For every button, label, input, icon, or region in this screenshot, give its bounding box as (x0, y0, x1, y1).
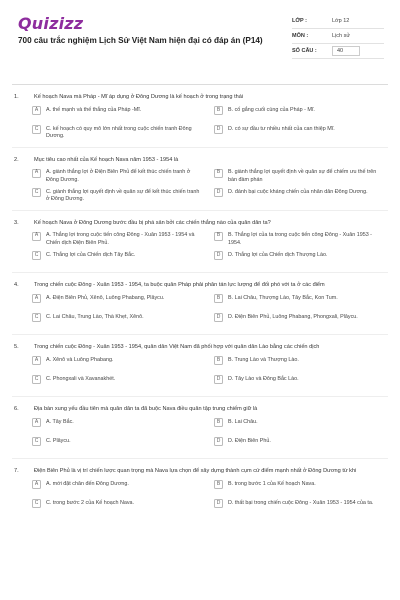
question-5 (12, 343, 388, 397)
subject-value: Lịch sử (332, 33, 351, 39)
answer-options (12, 106, 388, 141)
meta-panel (292, 14, 384, 59)
option-text: A. Xênô và Luông Phabang. (46, 356, 114, 363)
question-separator (12, 147, 388, 148)
question-separator (12, 210, 388, 211)
question-6 (12, 405, 388, 459)
answer-option-b[interactable] (214, 106, 382, 121)
question-number: 1. (14, 94, 19, 100)
header-divider (12, 84, 388, 85)
answer-option-a[interactable] (32, 480, 200, 495)
option-text: B. giành thắng lợi quyết định về quân sự để chiếm ưu thế trên bàn đàm phán (228, 169, 377, 183)
answer-option-d[interactable] (214, 499, 382, 514)
option-letter-box: C (32, 499, 41, 508)
answer-option-a[interactable] (32, 169, 200, 185)
answer-option-c[interactable] (32, 188, 200, 204)
option-letter-box: C (32, 375, 41, 384)
question-stem (12, 156, 388, 164)
option-letter-box: D (214, 499, 223, 508)
answer-option-d[interactable] (214, 251, 382, 266)
question-stem (12, 343, 388, 351)
quizizz-logo: Quizizz (18, 14, 84, 33)
option-letter-box: A (32, 480, 41, 489)
option-letter-box: D (214, 375, 223, 384)
answer-option-c[interactable] (32, 125, 200, 141)
answer-options (12, 232, 388, 267)
question-number: 3. (14, 219, 19, 226)
option-letter-box: A (32, 106, 41, 115)
option-text: B. Thắng lợi của ta trong cuộc tiến công Đông - Xuân 1953 - 1954. (228, 232, 372, 246)
option-text: D. đánh bại cuộc kháng chiến của nhân dân Đông Dương. (228, 188, 368, 195)
answer-option-a[interactable] (32, 418, 200, 433)
option-text: C. Lai Châu, Trung Lào, Thà Khẹt, Xênô. (46, 313, 144, 320)
option-letter-box: A (32, 356, 41, 365)
question-text: Mục tiêu cao nhất của Kế hoạch Nava năm 1953 - 1954 là (34, 156, 179, 163)
question-stem (12, 219, 388, 227)
option-letter-box: B (214, 169, 223, 178)
option-letter-box: C (32, 125, 41, 134)
option-letter-box: B (214, 106, 223, 115)
answer-option-b[interactable] (214, 169, 382, 185)
question-number: 2. (14, 156, 19, 163)
question-stem (12, 467, 388, 475)
option-text: B. Trung Lào và Thượng Lào. (228, 356, 299, 363)
option-text: C. Thắng lợi của Chiến dịch Tây Bắc. (46, 251, 136, 258)
option-text: B. cố gắng cuối cùng của Pháp - Mĩ. (228, 106, 315, 113)
option-letter-box: D (214, 313, 223, 322)
option-letter-box: B (214, 418, 223, 427)
option-text: A. thế mạnh và thế thắng của Pháp -Mĩ. (46, 106, 142, 113)
answer-option-c[interactable] (32, 251, 200, 266)
answer-option-c[interactable] (32, 499, 200, 514)
question-4 (12, 281, 388, 335)
option-letter-box: C (32, 437, 41, 446)
option-letter-box: A (32, 169, 41, 178)
option-text: C. kế hoạch có quy mô lớn nhất trong cuộc chiến tranh Đông Dương. (46, 125, 192, 139)
option-letter-box: D (214, 188, 223, 197)
answer-option-a[interactable] (32, 356, 200, 371)
question-number: 6. (14, 406, 19, 412)
question-stem (12, 281, 388, 289)
meta-row-class (292, 14, 384, 29)
answer-option-d[interactable] (214, 375, 382, 390)
option-letter-box: C (32, 188, 41, 197)
option-text: B. trong bước 1 của Kế hoạch Nava. (228, 480, 316, 487)
question-separator (12, 272, 388, 273)
option-text: D. Thắng lợi của Chiến dịch Thượng Lào. (228, 251, 328, 258)
option-text: D. có sự đầu tư nhiều nhất của can thiệp Mĩ. (228, 125, 335, 132)
option-text: A. Thắng lợi trong cuộc tiến công Đông - Xuân 1953 - 1954 và Chiến dịch Điện Biên Phủ. (46, 232, 195, 246)
question-stem (12, 93, 388, 101)
option-text: A. giành thắng lợi ở Điện Biên Phủ để kết thúc chiến tranh ở Đông Dương. (46, 169, 191, 183)
answer-options (12, 356, 388, 390)
answer-option-b[interactable] (214, 480, 382, 495)
option-text: A. mới đặt chân đến Đông Dương. (46, 480, 129, 487)
option-text: C. trong bước 2 của Kế hoạch Nava. (46, 499, 135, 506)
option-letter-box: D (214, 251, 223, 260)
answer-option-d[interactable] (214, 437, 382, 452)
question-separator (12, 334, 388, 335)
option-text: D. thất bại trong chiến cuộc Đông - Xuân 1953 - 1954 của ta. (228, 499, 374, 506)
option-text: C. Plâycu. (46, 437, 71, 444)
question-3 (12, 219, 388, 274)
question-text: Kế hoạch Nava ở Đông Dương bước đầu bị phá sản bởi các chiến thắng nào của quân dân ta? (34, 219, 271, 226)
question-stem (12, 405, 388, 413)
answer-option-b[interactable] (214, 294, 382, 309)
answer-option-d[interactable] (214, 125, 382, 141)
answer-option-b[interactable] (214, 418, 382, 433)
option-text: A. Điện Biên Phủ, Xênô, Luông Phabang, Plâycu. (46, 294, 165, 301)
question-text: Kế hoạch Nava mà Pháp - Mĩ áp dụng ở Đông Dương là kế hoạch ở trong trạng thái (34, 94, 244, 100)
meta-row-count (292, 44, 384, 59)
option-text: B. Lai Châu, Thượng Lào, Tây Bắc, Kon Tum. (228, 294, 338, 301)
question-separator (12, 396, 388, 397)
answer-option-c[interactable] (32, 375, 200, 390)
option-letter-box: B (214, 480, 223, 489)
answer-options (12, 169, 388, 204)
option-letter-box: C (32, 313, 41, 322)
option-letter-box: B (214, 294, 223, 303)
answer-option-d[interactable] (214, 313, 382, 328)
option-letter-box: C (32, 251, 41, 260)
question-text: Điện Biên Phủ là vị trí chiến lược quan trọng mà Nava lựa chọn để xây dựng thành cụm cứ điểm mạnh nhất ở Đông Dương từ khi (34, 468, 357, 474)
option-text: C. giành thắng lợi quyết định về quân sự để kết thúc chiến tranh ở Đông Dương. (46, 188, 200, 202)
question-1 (12, 93, 388, 148)
question-text: Địa bàn xung yếu đầu tiên mà quân dân ta đã buộc Nava điều quân tập trung chiếm giữ là (34, 406, 258, 412)
option-text: C. Phongxali và Xavanakhét. (46, 375, 116, 382)
document-title: 700 câu trắc nghiệm Lịch Sử Việt Nam hiện đại có đáp án (P14) (18, 36, 263, 45)
class-label: LỚP : (292, 18, 307, 24)
answer-option-c[interactable] (32, 313, 200, 328)
answer-options (12, 294, 388, 328)
count-value: 40 (332, 46, 360, 56)
option-text: A. Tây Bắc. (46, 418, 74, 425)
answer-options (12, 418, 388, 452)
answer-option-a[interactable] (32, 294, 200, 309)
question-number: 7. (14, 468, 19, 474)
question-2 (12, 156, 388, 211)
answer-option-b[interactable] (214, 232, 382, 248)
answer-option-c[interactable] (32, 437, 200, 452)
question-number: 4. (14, 282, 19, 288)
question-list (12, 93, 388, 514)
option-text: D. Tây Lào và Đông Bắc Lào. (228, 375, 299, 382)
answer-option-a[interactable] (32, 232, 200, 248)
answer-option-d[interactable] (214, 188, 382, 204)
option-letter-box: B (214, 356, 223, 365)
option-text: D. Điện Biên Phủ, Luông Phabang, Phongxali, Plâycu. (228, 313, 358, 320)
question-separator (12, 458, 388, 459)
question-text: Trong chiến cuộc Đông - Xuân 1953 - 1954, quân dân Việt Nam đã phối hợp với quân dân Lào bằng các chiến dịch (34, 344, 320, 350)
option-letter-box: B (214, 232, 223, 241)
question-7 (12, 467, 388, 514)
class-value: Lớp 12 (332, 18, 350, 24)
answer-option-b[interactable] (214, 356, 382, 371)
subject-label: MÔN : (292, 33, 309, 39)
option-letter-box: D (214, 437, 223, 446)
count-label: SỐ CÂU : (292, 48, 317, 54)
option-letter-box: A (32, 418, 41, 427)
answer-options (12, 480, 388, 514)
worksheet-header (12, 14, 388, 78)
question-text: Trong chiến cuộc Đông - Xuân 1953 - 1954, ta buộc quân Pháp phải phân tán lực lượng để đối phó với ta ở các điểm (34, 282, 325, 288)
option-letter-box: D (214, 125, 223, 134)
option-text: B. Lai Châu. (228, 418, 258, 425)
question-number: 5. (14, 344, 19, 350)
option-letter-box: A (32, 232, 41, 241)
option-text: D. Điện Biên Phủ. (228, 437, 271, 444)
option-letter-box: A (32, 294, 41, 303)
answer-option-a[interactable] (32, 106, 200, 121)
meta-row-subject (292, 29, 384, 44)
